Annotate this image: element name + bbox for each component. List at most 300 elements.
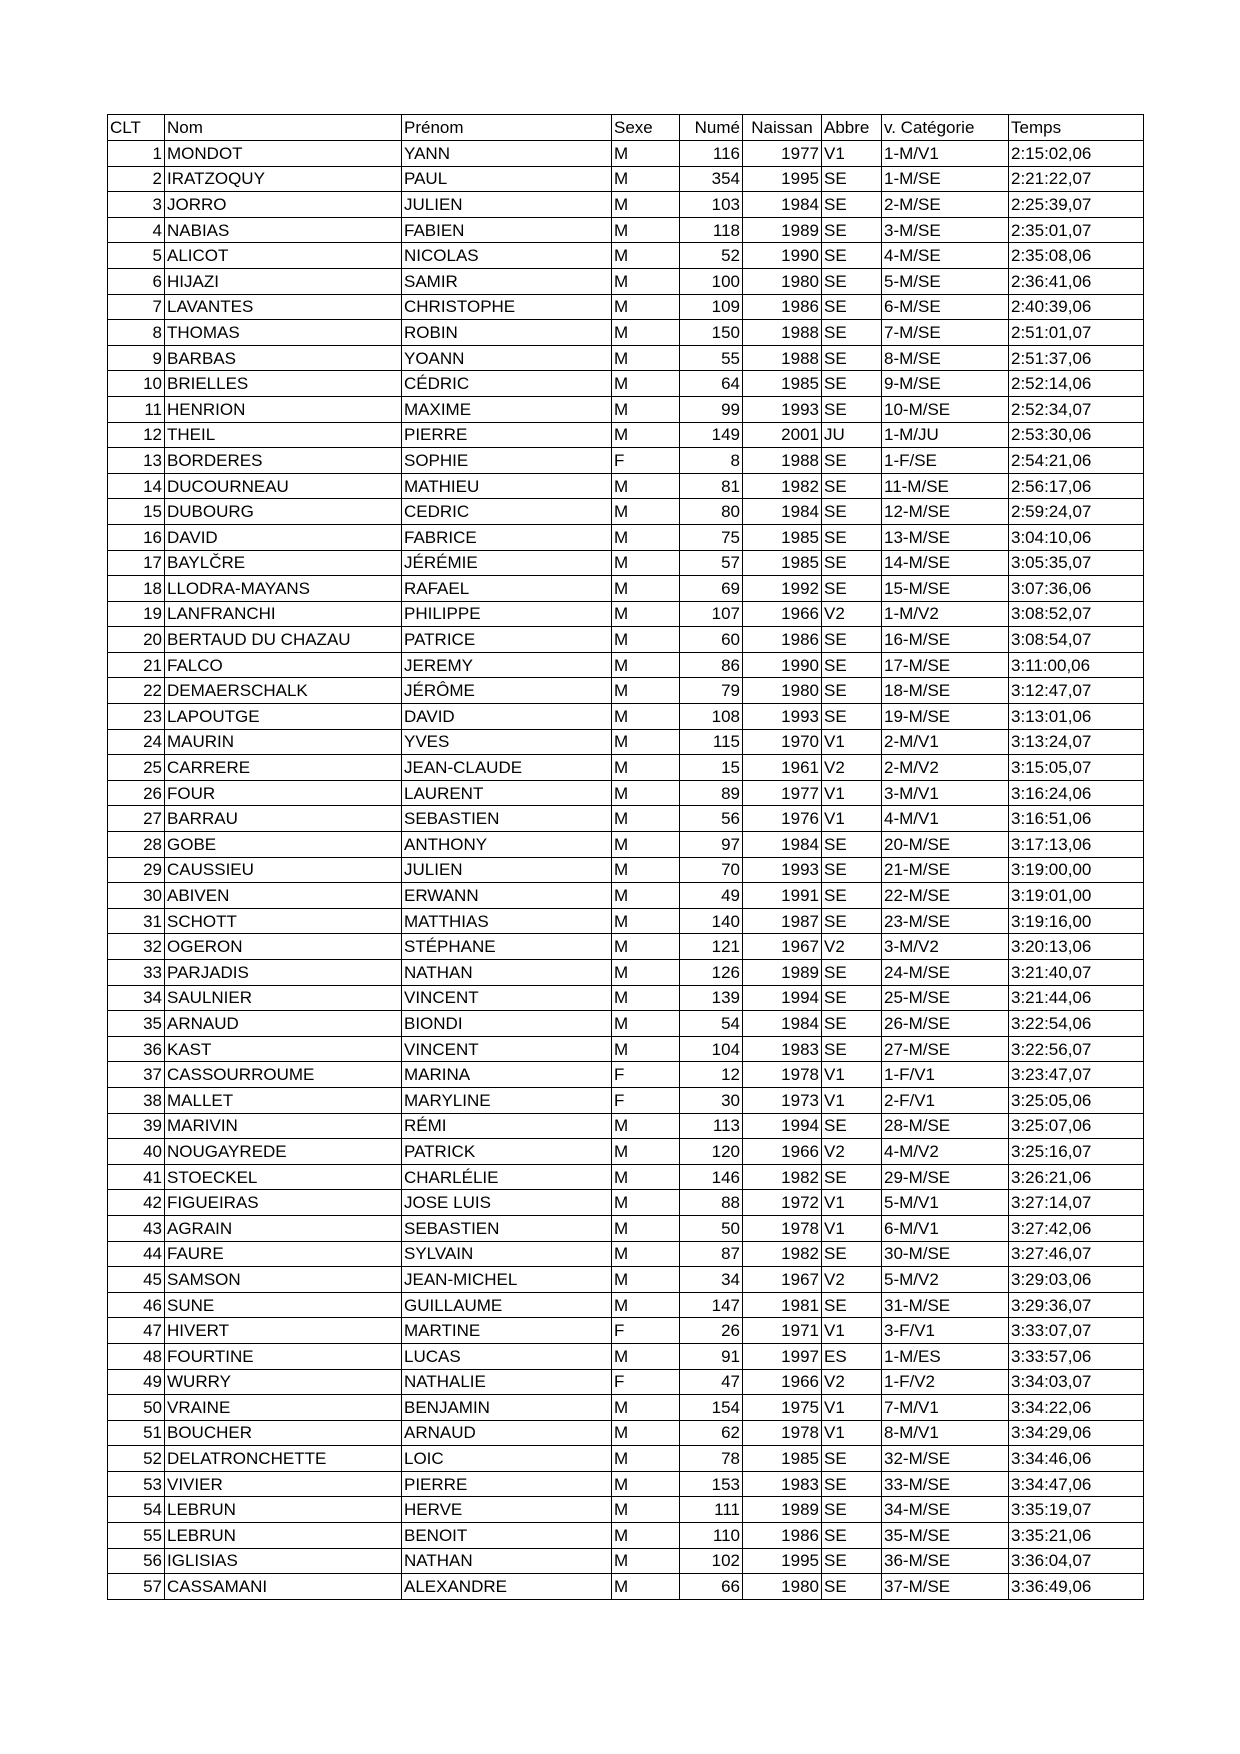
cell-naissance: 1978 bbox=[743, 1215, 822, 1241]
cell-categorie: 2-M/V1 bbox=[882, 729, 1009, 755]
cell-prenom: ERWANN bbox=[402, 883, 612, 909]
cell-naissance: 1992 bbox=[743, 576, 822, 602]
cell-categorie: 17-M/SE bbox=[882, 652, 1009, 678]
cell-nom: DUBOURG bbox=[165, 499, 402, 525]
cell-sexe: M bbox=[612, 1241, 680, 1267]
cell-nom: DAVID bbox=[165, 524, 402, 550]
cell-prenom: FABIEN bbox=[402, 217, 612, 243]
cell-numero: 30 bbox=[680, 1087, 743, 1113]
cell-naissance: 1983 bbox=[743, 1471, 822, 1497]
cell-abbrev: V1 bbox=[822, 1087, 882, 1113]
cell-temps: 2:52:14,06 bbox=[1009, 371, 1144, 397]
cell-abbrev: SE bbox=[822, 883, 882, 909]
cell-numero: 56 bbox=[680, 806, 743, 832]
cell-prenom: SAMIR bbox=[402, 268, 612, 294]
cell-sexe: M bbox=[612, 1574, 680, 1600]
cell-sexe: M bbox=[612, 1267, 680, 1293]
cell-temps: 3:04:10,06 bbox=[1009, 524, 1144, 550]
cell-sexe: M bbox=[612, 1190, 680, 1216]
cell-abbrev: SE bbox=[822, 371, 882, 397]
cell-nom: LAPOUTGE bbox=[165, 704, 402, 730]
cell-prenom: PATRICE bbox=[402, 627, 612, 653]
cell-sexe: M bbox=[612, 371, 680, 397]
cell-naissance: 1985 bbox=[743, 371, 822, 397]
cell-naissance: 1986 bbox=[743, 1523, 822, 1549]
cell-naissance: 1975 bbox=[743, 1395, 822, 1421]
cell-sexe: F bbox=[612, 1087, 680, 1113]
cell-sexe: M bbox=[612, 422, 680, 448]
cell-abbrev: SE bbox=[822, 1241, 882, 1267]
cell-temps: 3:25:16,07 bbox=[1009, 1139, 1144, 1165]
cell-temps: 3:34:47,06 bbox=[1009, 1471, 1144, 1497]
cell-nom: NOUGAYREDE bbox=[165, 1139, 402, 1165]
cell-abbrev: V2 bbox=[822, 934, 882, 960]
cell-naissance: 1997 bbox=[743, 1343, 822, 1369]
cell-numero: 111 bbox=[680, 1497, 743, 1523]
cell-temps: 3:27:46,07 bbox=[1009, 1241, 1144, 1267]
cell-temps: 3:27:42,06 bbox=[1009, 1215, 1144, 1241]
cell-sexe: M bbox=[612, 755, 680, 781]
cell-categorie: 4-M/V2 bbox=[882, 1139, 1009, 1165]
table-row bbox=[108, 320, 1144, 346]
cell-abbrev: SE bbox=[822, 524, 882, 550]
cell-clt: 8 bbox=[108, 320, 165, 346]
cell-numero: 149 bbox=[680, 422, 743, 448]
cell-categorie: 11-M/SE bbox=[882, 473, 1009, 499]
cell-abbrev: SE bbox=[822, 1574, 882, 1600]
cell-naissance: 1985 bbox=[743, 550, 822, 576]
cell-clt: 14 bbox=[108, 473, 165, 499]
table-row bbox=[108, 1497, 1144, 1523]
cell-abbrev: SE bbox=[822, 320, 882, 346]
header-row bbox=[108, 115, 1144, 141]
table-row bbox=[108, 1241, 1144, 1267]
cell-abbrev: SE bbox=[822, 1011, 882, 1037]
cell-naissance: 2001 bbox=[743, 422, 822, 448]
cell-prenom: PIERRE bbox=[402, 422, 612, 448]
cell-nom: MALLET bbox=[165, 1087, 402, 1113]
cell-categorie: 5-M/V1 bbox=[882, 1190, 1009, 1216]
cell-sexe: M bbox=[612, 1343, 680, 1369]
cell-naissance: 1977 bbox=[743, 141, 822, 167]
cell-naissance: 1970 bbox=[743, 729, 822, 755]
cell-clt: 29 bbox=[108, 857, 165, 883]
cell-numero: 109 bbox=[680, 294, 743, 320]
cell-abbrev: V1 bbox=[822, 1420, 882, 1446]
cell-abbrev: SE bbox=[822, 908, 882, 934]
cell-nom: ABIVEN bbox=[165, 883, 402, 909]
cell-naissance: 1993 bbox=[743, 857, 822, 883]
table-row bbox=[108, 192, 1144, 218]
cell-sexe: M bbox=[612, 1420, 680, 1446]
cell-temps: 3:35:21,06 bbox=[1009, 1523, 1144, 1549]
cell-sexe: M bbox=[612, 1395, 680, 1421]
cell-naissance: 1990 bbox=[743, 652, 822, 678]
cell-prenom: JULIEN bbox=[402, 857, 612, 883]
cell-abbrev: SE bbox=[822, 473, 882, 499]
cell-nom: SUNE bbox=[165, 1292, 402, 1318]
cell-clt: 31 bbox=[108, 908, 165, 934]
cell-categorie: 6-M/SE bbox=[882, 294, 1009, 320]
cell-nom: THEIL bbox=[165, 422, 402, 448]
cell-abbrev: V1 bbox=[822, 780, 882, 806]
cell-clt: 32 bbox=[108, 934, 165, 960]
cell-sexe: M bbox=[612, 499, 680, 525]
table-row bbox=[108, 985, 1144, 1011]
cell-numero: 57 bbox=[680, 550, 743, 576]
cell-numero: 115 bbox=[680, 729, 743, 755]
cell-sexe: M bbox=[612, 1497, 680, 1523]
cell-temps: 3:25:05,06 bbox=[1009, 1087, 1144, 1113]
table-row bbox=[108, 1011, 1144, 1037]
cell-abbrev: SE bbox=[822, 857, 882, 883]
cell-prenom: SYLVAIN bbox=[402, 1241, 612, 1267]
cell-abbrev: SE bbox=[822, 678, 882, 704]
cell-numero: 97 bbox=[680, 832, 743, 858]
cell-temps: 3:07:36,06 bbox=[1009, 576, 1144, 602]
cell-naissance: 1973 bbox=[743, 1087, 822, 1113]
cell-nom: DEMAERSCHALK bbox=[165, 678, 402, 704]
cell-temps: 3:25:07,06 bbox=[1009, 1113, 1144, 1139]
cell-clt: 38 bbox=[108, 1087, 165, 1113]
cell-clt: 24 bbox=[108, 729, 165, 755]
cell-prenom: MATTHIAS bbox=[402, 908, 612, 934]
table-row bbox=[108, 883, 1144, 909]
cell-prenom: RÉMI bbox=[402, 1113, 612, 1139]
cell-abbrev: SE bbox=[822, 1548, 882, 1574]
cell-nom: AGRAIN bbox=[165, 1215, 402, 1241]
cell-prenom: NICOLAS bbox=[402, 243, 612, 269]
cell-clt: 27 bbox=[108, 806, 165, 832]
cell-naissance: 1988 bbox=[743, 320, 822, 346]
cell-abbrev: SE bbox=[822, 1113, 882, 1139]
table-row bbox=[108, 729, 1144, 755]
cell-naissance: 1991 bbox=[743, 883, 822, 909]
cell-naissance: 1966 bbox=[743, 1139, 822, 1165]
cell-sexe: M bbox=[612, 396, 680, 422]
cell-clt: 5 bbox=[108, 243, 165, 269]
cell-naissance: 1982 bbox=[743, 473, 822, 499]
cell-categorie: 19-M/SE bbox=[882, 704, 1009, 730]
cell-temps: 2:54:21,06 bbox=[1009, 448, 1144, 474]
cell-clt: 7 bbox=[108, 294, 165, 320]
cell-naissance: 1981 bbox=[743, 1292, 822, 1318]
cell-numero: 120 bbox=[680, 1139, 743, 1165]
cell-nom: BARRAU bbox=[165, 806, 402, 832]
cell-categorie: 3-M/V1 bbox=[882, 780, 1009, 806]
cell-prenom: CHARLÉLIE bbox=[402, 1164, 612, 1190]
cell-prenom: SOPHIE bbox=[402, 448, 612, 474]
cell-temps: 3:23:47,07 bbox=[1009, 1062, 1144, 1088]
cell-clt: 45 bbox=[108, 1267, 165, 1293]
cell-clt: 53 bbox=[108, 1471, 165, 1497]
table-row bbox=[108, 294, 1144, 320]
cell-nom: FIGUEIRAS bbox=[165, 1190, 402, 1216]
cell-numero: 107 bbox=[680, 601, 743, 627]
cell-categorie: 10-M/SE bbox=[882, 396, 1009, 422]
cell-abbrev: JU bbox=[822, 422, 882, 448]
cell-nom: BOUCHER bbox=[165, 1420, 402, 1446]
cell-temps: 3:08:54,07 bbox=[1009, 627, 1144, 653]
cell-naissance: 1995 bbox=[743, 166, 822, 192]
cell-sexe: M bbox=[612, 141, 680, 167]
cell-categorie: 7-M/SE bbox=[882, 320, 1009, 346]
cell-nom: BAYLČRE bbox=[165, 550, 402, 576]
cell-sexe: M bbox=[612, 268, 680, 294]
cell-clt: 2 bbox=[108, 166, 165, 192]
table-row bbox=[108, 396, 1144, 422]
cell-numero: 154 bbox=[680, 1395, 743, 1421]
cell-numero: 113 bbox=[680, 1113, 743, 1139]
cell-temps: 2:51:37,06 bbox=[1009, 345, 1144, 371]
cell-categorie: 23-M/SE bbox=[882, 908, 1009, 934]
table-row bbox=[108, 1062, 1144, 1088]
cell-clt: 16 bbox=[108, 524, 165, 550]
cell-prenom: MARTINE bbox=[402, 1318, 612, 1344]
cell-numero: 60 bbox=[680, 627, 743, 653]
cell-clt: 30 bbox=[108, 883, 165, 909]
table-row bbox=[108, 217, 1144, 243]
cell-abbrev: SE bbox=[822, 1497, 882, 1523]
cell-prenom: YOANN bbox=[402, 345, 612, 371]
cell-temps: 2:35:01,07 bbox=[1009, 217, 1144, 243]
cell-temps: 3:27:14,07 bbox=[1009, 1190, 1144, 1216]
table-row bbox=[108, 473, 1144, 499]
cell-nom: SAMSON bbox=[165, 1267, 402, 1293]
cell-numero: 100 bbox=[680, 268, 743, 294]
cell-sexe: M bbox=[612, 652, 680, 678]
cell-sexe: M bbox=[612, 934, 680, 960]
cell-abbrev: SE bbox=[822, 576, 882, 602]
cell-categorie: 2-M/SE bbox=[882, 192, 1009, 218]
cell-numero: 54 bbox=[680, 1011, 743, 1037]
cell-sexe: M bbox=[612, 601, 680, 627]
cell-prenom: PIERRE bbox=[402, 1471, 612, 1497]
cell-numero: 118 bbox=[680, 217, 743, 243]
cell-abbrev: SE bbox=[822, 192, 882, 218]
table-row bbox=[108, 499, 1144, 525]
cell-numero: 26 bbox=[680, 1318, 743, 1344]
cell-abbrev: SE bbox=[822, 1164, 882, 1190]
cell-clt: 52 bbox=[108, 1446, 165, 1472]
cell-temps: 2:53:30,06 bbox=[1009, 422, 1144, 448]
cell-sexe: M bbox=[612, 1139, 680, 1165]
cell-categorie: 31-M/SE bbox=[882, 1292, 1009, 1318]
cell-nom: LAVANTES bbox=[165, 294, 402, 320]
cell-clt: 35 bbox=[108, 1011, 165, 1037]
table-row bbox=[108, 1139, 1144, 1165]
table-row bbox=[108, 243, 1144, 269]
cell-prenom: CEDRIC bbox=[402, 499, 612, 525]
cell-prenom: MATHIEU bbox=[402, 473, 612, 499]
cell-categorie: 3-M/SE bbox=[882, 217, 1009, 243]
table-row bbox=[108, 934, 1144, 960]
cell-prenom: VINCENT bbox=[402, 1036, 612, 1062]
table-row bbox=[108, 704, 1144, 730]
cell-sexe: M bbox=[612, 550, 680, 576]
cell-nom: GOBE bbox=[165, 832, 402, 858]
cell-naissance: 1994 bbox=[743, 985, 822, 1011]
cell-categorie: 1-F/V2 bbox=[882, 1369, 1009, 1395]
cell-sexe: M bbox=[612, 473, 680, 499]
table-row bbox=[108, 1113, 1144, 1139]
cell-naissance: 1989 bbox=[743, 1497, 822, 1523]
cell-prenom: STÉPHANE bbox=[402, 934, 612, 960]
cell-temps: 3:22:56,07 bbox=[1009, 1036, 1144, 1062]
cell-prenom: ARNAUD bbox=[402, 1420, 612, 1446]
cell-nom: JORRO bbox=[165, 192, 402, 218]
cell-clt: 44 bbox=[108, 1241, 165, 1267]
cell-naissance: 1966 bbox=[743, 601, 822, 627]
table-row bbox=[108, 1395, 1144, 1421]
cell-prenom: GUILLAUME bbox=[402, 1292, 612, 1318]
cell-sexe: F bbox=[612, 1369, 680, 1395]
cell-abbrev: V1 bbox=[822, 806, 882, 832]
cell-prenom: JEAN-MICHEL bbox=[402, 1267, 612, 1293]
cell-numero: 153 bbox=[680, 1471, 743, 1497]
table-row bbox=[108, 1446, 1144, 1472]
cell-temps: 2:59:24,07 bbox=[1009, 499, 1144, 525]
cell-clt: 4 bbox=[108, 217, 165, 243]
cell-sexe: M bbox=[612, 806, 680, 832]
cell-clt: 18 bbox=[108, 576, 165, 602]
cell-naissance: 1988 bbox=[743, 448, 822, 474]
cell-numero: 150 bbox=[680, 320, 743, 346]
cell-abbrev: SE bbox=[822, 1446, 882, 1472]
cell-numero: 91 bbox=[680, 1343, 743, 1369]
cell-numero: 140 bbox=[680, 908, 743, 934]
cell-nom: FAURE bbox=[165, 1241, 402, 1267]
cell-clt: 6 bbox=[108, 268, 165, 294]
cell-nom: BRIELLES bbox=[165, 371, 402, 397]
cell-categorie: 1-M/V1 bbox=[882, 141, 1009, 167]
cell-temps: 3:36:04,07 bbox=[1009, 1548, 1144, 1574]
cell-categorie: 33-M/SE bbox=[882, 1471, 1009, 1497]
cell-temps: 3:19:16,00 bbox=[1009, 908, 1144, 934]
cell-numero: 62 bbox=[680, 1420, 743, 1446]
cell-prenom: YANN bbox=[402, 141, 612, 167]
cell-categorie: 2-M/V2 bbox=[882, 755, 1009, 781]
cell-categorie: 4-M/V1 bbox=[882, 806, 1009, 832]
cell-temps: 3:08:52,07 bbox=[1009, 601, 1144, 627]
cell-temps: 3:05:35,07 bbox=[1009, 550, 1144, 576]
cell-categorie: 24-M/SE bbox=[882, 960, 1009, 986]
cell-abbrev: V1 bbox=[822, 1395, 882, 1421]
cell-clt: 57 bbox=[108, 1574, 165, 1600]
cell-abbrev: V1 bbox=[822, 1318, 882, 1344]
cell-categorie: 35-M/SE bbox=[882, 1523, 1009, 1549]
cell-abbrev: V1 bbox=[822, 141, 882, 167]
table-row bbox=[108, 448, 1144, 474]
cell-categorie: 9-M/SE bbox=[882, 371, 1009, 397]
cell-nom: MARIVIN bbox=[165, 1113, 402, 1139]
cell-naissance: 1984 bbox=[743, 499, 822, 525]
table-row bbox=[108, 1164, 1144, 1190]
cell-clt: 42 bbox=[108, 1190, 165, 1216]
cell-abbrev: SE bbox=[822, 704, 882, 730]
cell-prenom: CÉDRIC bbox=[402, 371, 612, 397]
cell-prenom: MARINA bbox=[402, 1062, 612, 1088]
cell-categorie: 18-M/SE bbox=[882, 678, 1009, 704]
table-row bbox=[108, 652, 1144, 678]
cell-categorie: 37-M/SE bbox=[882, 1574, 1009, 1600]
cell-nom: THOMAS bbox=[165, 320, 402, 346]
cell-numero: 79 bbox=[680, 678, 743, 704]
cell-nom: IRATZOQUY bbox=[165, 166, 402, 192]
cell-categorie: 13-M/SE bbox=[882, 524, 1009, 550]
cell-nom: FOURTINE bbox=[165, 1343, 402, 1369]
cell-clt: 48 bbox=[108, 1343, 165, 1369]
cell-abbrev: V1 bbox=[822, 1215, 882, 1241]
cell-numero: 47 bbox=[680, 1369, 743, 1395]
cell-prenom: SEBASTIEN bbox=[402, 806, 612, 832]
cell-sexe: M bbox=[612, 832, 680, 858]
cell-naissance: 1982 bbox=[743, 1241, 822, 1267]
cell-naissance: 1980 bbox=[743, 1574, 822, 1600]
cell-numero: 146 bbox=[680, 1164, 743, 1190]
table-row bbox=[108, 1574, 1144, 1600]
cell-categorie: 3-F/V1 bbox=[882, 1318, 1009, 1344]
cell-clt: 10 bbox=[108, 371, 165, 397]
cell-abbrev: V1 bbox=[822, 729, 882, 755]
table-row bbox=[108, 1292, 1144, 1318]
header-abbrev: Abbre bbox=[822, 115, 882, 141]
cell-numero: 15 bbox=[680, 755, 743, 781]
cell-naissance: 1986 bbox=[743, 294, 822, 320]
cell-naissance: 1994 bbox=[743, 1113, 822, 1139]
cell-temps: 2:21:22,07 bbox=[1009, 166, 1144, 192]
cell-nom: NABIAS bbox=[165, 217, 402, 243]
cell-nom: BORDERES bbox=[165, 448, 402, 474]
cell-nom: BARBAS bbox=[165, 345, 402, 371]
cell-clt: 46 bbox=[108, 1292, 165, 1318]
cell-categorie: 16-M/SE bbox=[882, 627, 1009, 653]
cell-temps: 3:13:01,06 bbox=[1009, 704, 1144, 730]
results-body bbox=[108, 141, 1144, 1600]
cell-nom: HIJAZI bbox=[165, 268, 402, 294]
header-numero: Numé bbox=[680, 115, 743, 141]
cell-naissance: 1995 bbox=[743, 1548, 822, 1574]
cell-prenom: LUCAS bbox=[402, 1343, 612, 1369]
table-row bbox=[108, 908, 1144, 934]
cell-sexe: M bbox=[612, 1523, 680, 1549]
cell-numero: 78 bbox=[680, 1446, 743, 1472]
cell-numero: 88 bbox=[680, 1190, 743, 1216]
cell-sexe: M bbox=[612, 678, 680, 704]
cell-clt: 43 bbox=[108, 1215, 165, 1241]
cell-categorie: 14-M/SE bbox=[882, 550, 1009, 576]
cell-clt: 36 bbox=[108, 1036, 165, 1062]
cell-naissance: 1980 bbox=[743, 678, 822, 704]
cell-clt: 17 bbox=[108, 550, 165, 576]
cell-abbrev: SE bbox=[822, 652, 882, 678]
cell-naissance: 1976 bbox=[743, 806, 822, 832]
cell-categorie: 15-M/SE bbox=[882, 576, 1009, 602]
cell-sexe: M bbox=[612, 1215, 680, 1241]
cell-clt: 22 bbox=[108, 678, 165, 704]
cell-prenom: YVES bbox=[402, 729, 612, 755]
header-nom: Nom bbox=[165, 115, 402, 141]
cell-categorie: 28-M/SE bbox=[882, 1113, 1009, 1139]
cell-naissance: 1971 bbox=[743, 1318, 822, 1344]
cell-categorie: 12-M/SE bbox=[882, 499, 1009, 525]
cell-clt: 40 bbox=[108, 1139, 165, 1165]
cell-naissance: 1989 bbox=[743, 217, 822, 243]
cell-sexe: M bbox=[612, 1036, 680, 1062]
cell-sexe: M bbox=[612, 908, 680, 934]
cell-prenom: BENJAMIN bbox=[402, 1395, 612, 1421]
cell-naissance: 1978 bbox=[743, 1420, 822, 1446]
